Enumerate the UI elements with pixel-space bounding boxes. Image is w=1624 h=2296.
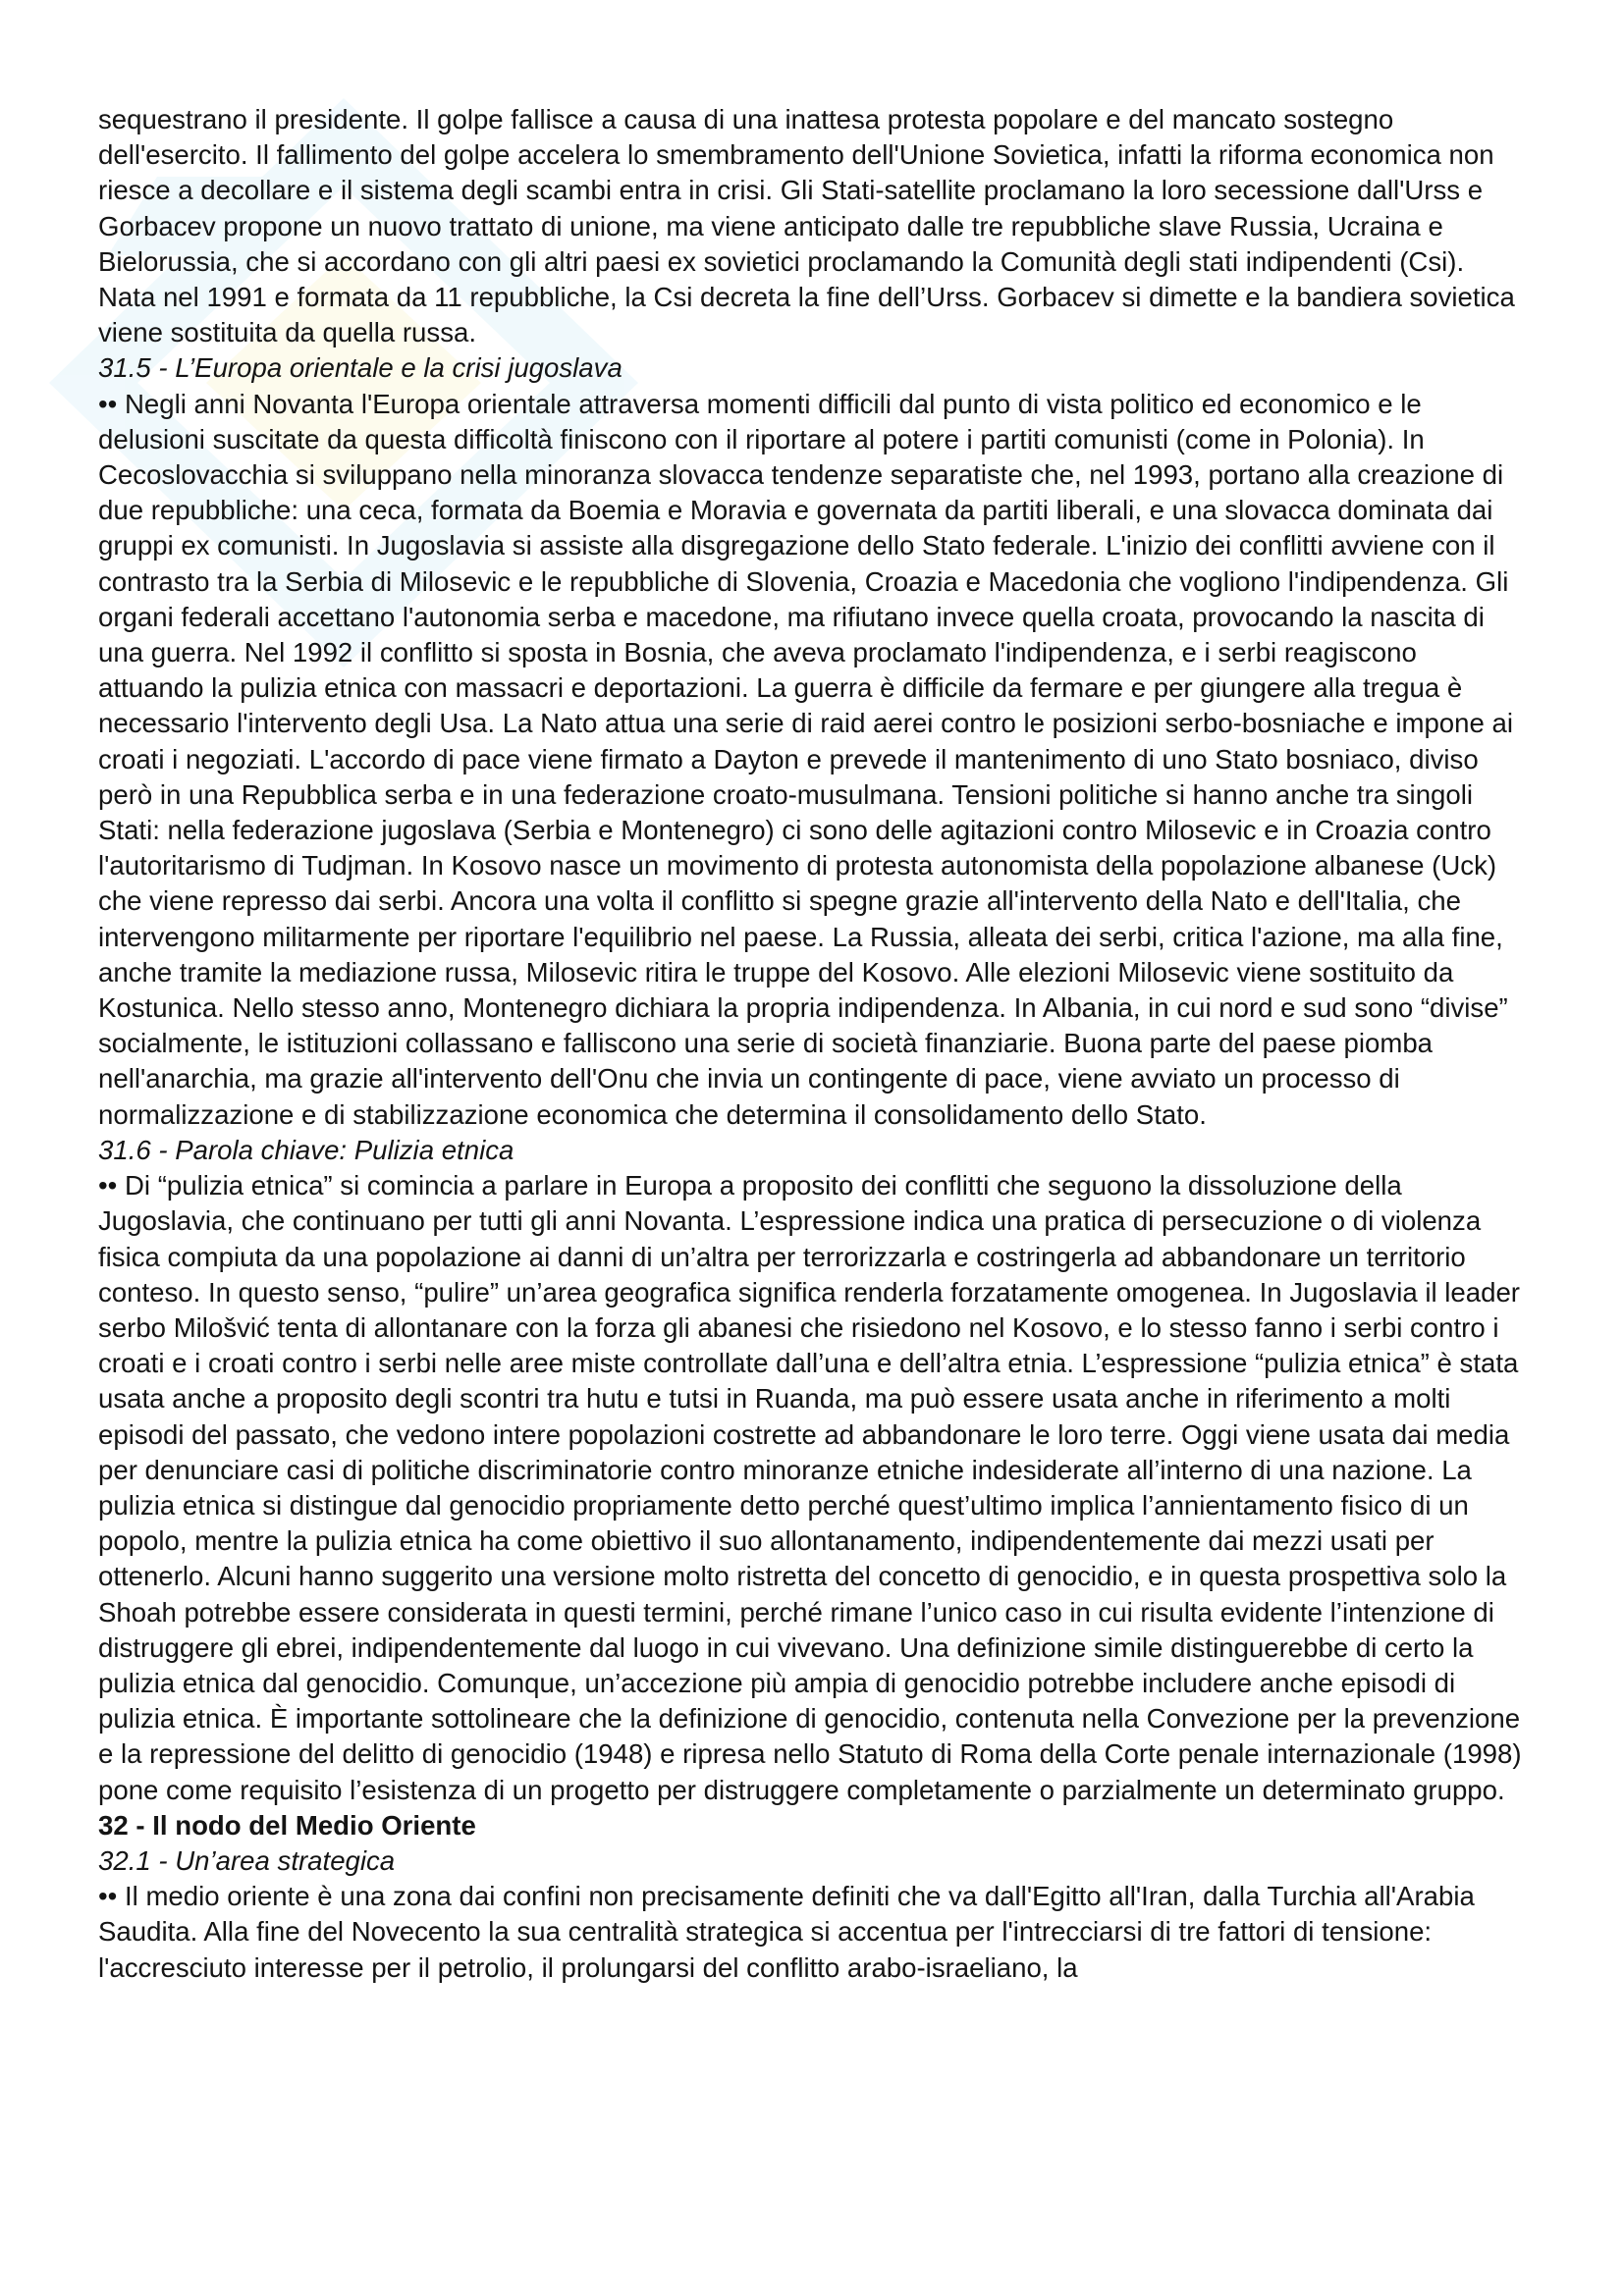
section-heading-31-6: 31.6 - Parola chiave: Pulizia etnica — [98, 1134, 514, 1165]
section-heading-31-5: 31.5 - L’Europa orientale e la crisi jugoslava — [98, 352, 623, 384]
paragraph-golpe: sequestrano il presidente. Il golpe fallisce a causa di una inattesa protesta popolare e del mancato sostegno dell'esercito. Il fallimento del golpe accelera lo smembramento dell'Unione Sovietica, infatti la riforma economica non riesce a decollare e il sistema degli scambi entra in crisi. Gli Stati-satellite proclamano la loro secessione dall'Urss e Gorbacev propone un nuovo trattato di unione, ma viene anticipato dalle tre repubbliche slave Russia, Ucraina e Bielorussia, che si accordano con gli altri paesi ex sovietici proclamando la Comunità degli stati indipendenti (Csi). Nata nel 1991 e formata da 11 repubbliche, la Csi decreta la fine dell’Urss. Gorbacev si dimette e la bandiera sovietica viene sostituita da quella russa. — [98, 104, 1515, 348]
section-heading-32-1: 32.1 - Un’area strategica — [98, 1844, 396, 1876]
paragraph-pulizia-etnica: •• Di “pulizia etnica” si comincia a parlare in Europa a proposito dei conflitti che seguono la dissoluzione della Jugoslavia, che continuano per tutti gli anni Novanta. L’espressione indica una pratica di persecuzione o di violenza fisica compiuta da una popolazione ai danni di un’altra per terrorizzarla e costringerla ad abbandonare un territorio conteso. In questo senso, “pulire” un’area geografica significa renderla forzatamente omogenea. In Jugoslavia il leader serbo Milošvić tenta di allontanare con la forza gli abanesi che risiedono nel Kosovo, e lo stesso fanno i serbi contro i croati e i croati contro i serbi nelle aree miste controllate dall’una e dell’altra etnia. L’espressione “pulizia etnica” è stata usata anche a proposito degli scontri tra hutu e tutsi in Ruanda, ma può essere usata anche in riferimento a molti episodi del passato, che vedono intere popolazioni costrette ad abbandonare le loro terre. Oggi viene usata dai media per denunciare casi di politiche discriminatorie contro minoranze etniche indesiderate all’interno di una nazione. La pulizia etnica si distingue dal genocidio propriamente detto perché quest’ultimo implica l’annientamento fisico di un popolo, mentre la pulizia etnica ha come obiettivo il suo allontanamento, indipendentemente dai mezzi usati per ottenerlo. Alcuni hanno suggerito una versione molto ristretta del concetto di genocidio, e in questa prospettiva solo la Shoah potrebbe essere considerata in questi termini, perché rimane l’unico caso in cui risulta evidente l’intenzione di distruggere gli ebrei, indipendentemente dal luogo in cui vivevano. Una definizione simile distinguerebbe di certo la pulizia etnica dal genocidio. Comunque, un’accezione più ampia di genocidio potrebbe includere anche episodi di pulizia etnica. È importante sottolineare che la definizione di genocidio, contenuta nella Convezione per la prevenzione e la repressione del delitto di genocidio (1948) e ripresa nello Statuto di Roma della Corte penale internazionale (1998) pone come requisito l’esistenza di un progetto per distruggere completamente o parzialmente un determinato gruppo. — [98, 1170, 1522, 1805]
paragraph-medio-oriente: •• Il medio oriente è una zona dai confini non precisamente definiti che va dall'Egitto all'Iran, dalla Turchia all'Arabia Saudita. Alla fine del Novecento la sua centralità strategica si accentua per l'intrecciarsi di tre fattori di tensione: l'accresciuto interesse per il petrolio, il prolungarsi del conflitto arabo-israeliano, la — [98, 1881, 1475, 1983]
chapter-heading-32: 32 - Il nodo del Medio Oriente — [98, 1809, 476, 1841]
document-body — [98, 102, 1526, 1986]
paragraph-europa-orientale: •• Negli anni Novanta l'Europa orientale attraversa momenti difficili dal punto di vista politico ed economico e le delusioni suscitate da questa difficoltà finiscono con il riportare al potere i partiti comunisti (come in Polonia). In Cecoslovacchia si sviluppano nella minoranza slovacca tendenze separatiste che, nel 1993, portano alla creazione di due repubbliche: una ceca, formata da Boemia e Moravia e governata da partiti liberali, e una slovacca dominata dai gruppi ex comunisti. In Jugoslavia si assiste alla disgregazione dello Stato federale. L'inizio dei conflitti avviene con il contrasto tra la Serbia di Milosevic e le repubbliche di Slovenia, Croazia e Macedonia che vogliono l'indipendenza. Gli organi federali accettano l'autonomia serba e macedone, ma rifiutano invece quella croata, provocando la nascita di una guerra. Nel 1992 il conflitto si sposta in Bosnia, che aveva proclamato l'indipendenza, e i serbi reagiscono attuando la pulizia etnica con massacri e deportazioni. La guerra è difficile da fermare e per giungere alla tregua è necessario l'intervento degli Usa. La Nato attua una serie di raid aerei contro le posizioni serbo-bosniache e impone ai croati i negoziati. L'accordo di pace viene firmato a Dayton e prevede il mantenimento di uno Stato bosniaco, diviso però in una Repubblica serba e in una federazione croato-musulmana. Tensioni politiche si hanno anche tra singoli Stati: nella federazione jugoslava (Serbia e Montenegro) ci sono delle agitazioni contro Milosevic e in Croazia contro l'autoritarismo di Tudjman. In Kosovo nasce un movimento di protesta autonomista della popolazione albanese (Uck) che viene represso dai serbi. Ancora una volta il conflitto si spegne grazie all'intervento della Nato e dell'Italia, che intervengono militarmente per riportare l'equilibrio nel paese. La Russia, alleata dei serbi, critica l'azione, ma alla fine, anche tramite la mediazione russa, Milosevic ritira le truppe del Kosovo. Alle elezioni Milosevic viene sostituito da Kostunica. Nello stesso anno, Montenegro dichiara la propria indipendenza. In Albania, in cui nord e sud sono “divise” socialmente, le istituzioni collassano e falliscono una serie di società finanziarie. Buona parte del paese piomba nell'anarchia, ma grazie all'intervento dell'Onu che invia un contingente di pace, viene avviato un processo di normalizzazione e di stabilizzazione economica che determina il consolidamento dello Stato. — [98, 388, 1513, 1130]
